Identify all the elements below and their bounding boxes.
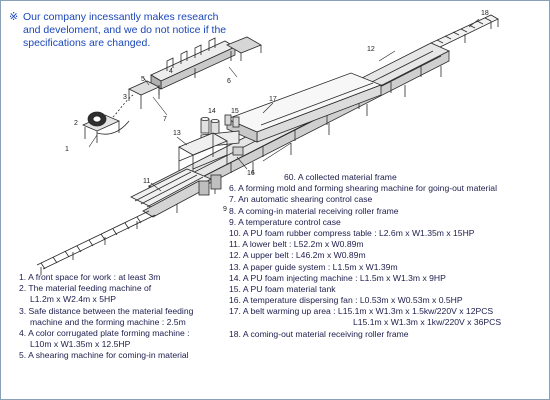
legend-item-10: 10. A PU foam rubber compress table : L2.6m x W1.35m x 15HP: [229, 227, 475, 238]
legend-item-3-cont: machine and the forming machine : 2.5m: [30, 316, 186, 327]
notice-line-1: Our company incessantly makes research: [23, 11, 219, 23]
callout-4: 4: [169, 68, 173, 75]
legend-item-6: 6. A forming mold and forming shearing machine for going-out material: [229, 183, 497, 194]
legend-item-1: 1. A front space for work : at least 3m: [19, 272, 161, 282]
incoming-roller-frame: [37, 211, 155, 275]
legend-item-11: 11. A lower belt : L52.2m x W0.89m: [229, 239, 364, 250]
callout-6: 6: [227, 78, 231, 85]
legend-item-7: 7. An automatic shearing control case: [229, 194, 373, 205]
legend-right: [229, 172, 501, 340]
callout-3: 3: [123, 94, 127, 101]
legend-item-5: 5. A shearing machine for coming-in material: [19, 350, 189, 361]
legend-item-60: 60. A collected material frame: [284, 172, 397, 182]
callout-18: 18: [481, 10, 489, 17]
shearing-machine: [129, 81, 159, 109]
callout-15: 15: [231, 108, 239, 115]
legend-item-2-cont: L1.2m x W2.4m x 5HP: [30, 294, 116, 305]
callout-1: 1: [65, 146, 69, 153]
callout-17: 17: [269, 96, 277, 103]
legend-item-4-cont: L10m x W1.35m x 12.5HP: [30, 339, 131, 350]
asterisk-mark-icon: ※: [9, 11, 19, 23]
legend-item-15: 15. A PU foam material tank: [229, 283, 336, 294]
callout-14: 14: [208, 108, 216, 115]
callout-2: 2: [74, 120, 78, 127]
callout-13: 13: [173, 130, 181, 137]
callout-16: 16: [247, 170, 255, 177]
callout-9: 9: [223, 206, 227, 213]
legend-item-17: 17. A belt warming up area : L15.1m x W1.3m x 1.5kw/220V x 12PCS: [229, 306, 494, 317]
dispersing-fan: [233, 147, 243, 155]
legend-item-17-cont: L15.1m x W1.3m x 1kw/220V x 36PCS: [353, 317, 502, 328]
legend-item-4: 4. A color corrugated plate forming machine :: [19, 327, 190, 338]
legend-item-14: 14. A PU foam injecting machine : L1.5m x W1.3m x 9HP: [229, 272, 446, 283]
legend-item-9: 9. A temperature control case: [229, 216, 341, 227]
notice-line-3: specifications are changed.: [23, 37, 151, 49]
callout-5: 5: [141, 76, 145, 83]
callout-11: 11: [143, 178, 151, 185]
legend-item-8: 8. A coming-in material receiving roller frame: [229, 205, 399, 216]
legend-item-18: 18. A coming-out material receiving roller frame: [229, 328, 409, 339]
legend-item-12: 12. A upper belt : L46.2m x W0.89m: [229, 250, 366, 261]
legend-item-2: 2. The material feeding machine of: [19, 283, 152, 294]
legend-item-3: 3. Safe distance between the material feeding: [19, 305, 194, 316]
callout-12: 12: [367, 46, 375, 53]
legend-item-13: 13. A paper guide system : L1.5m x W1.39m: [229, 261, 398, 272]
notice-line-2: and develoment, and we do not notice if the: [23, 24, 227, 36]
legend-item-16: 16. A temperature dispersing fan : L0.53m x W0.53m x 0.5HP: [229, 295, 463, 306]
legend-left: [19, 272, 193, 362]
callout-7: 7: [163, 116, 167, 123]
corrugated-forming-machine: [151, 38, 235, 95]
